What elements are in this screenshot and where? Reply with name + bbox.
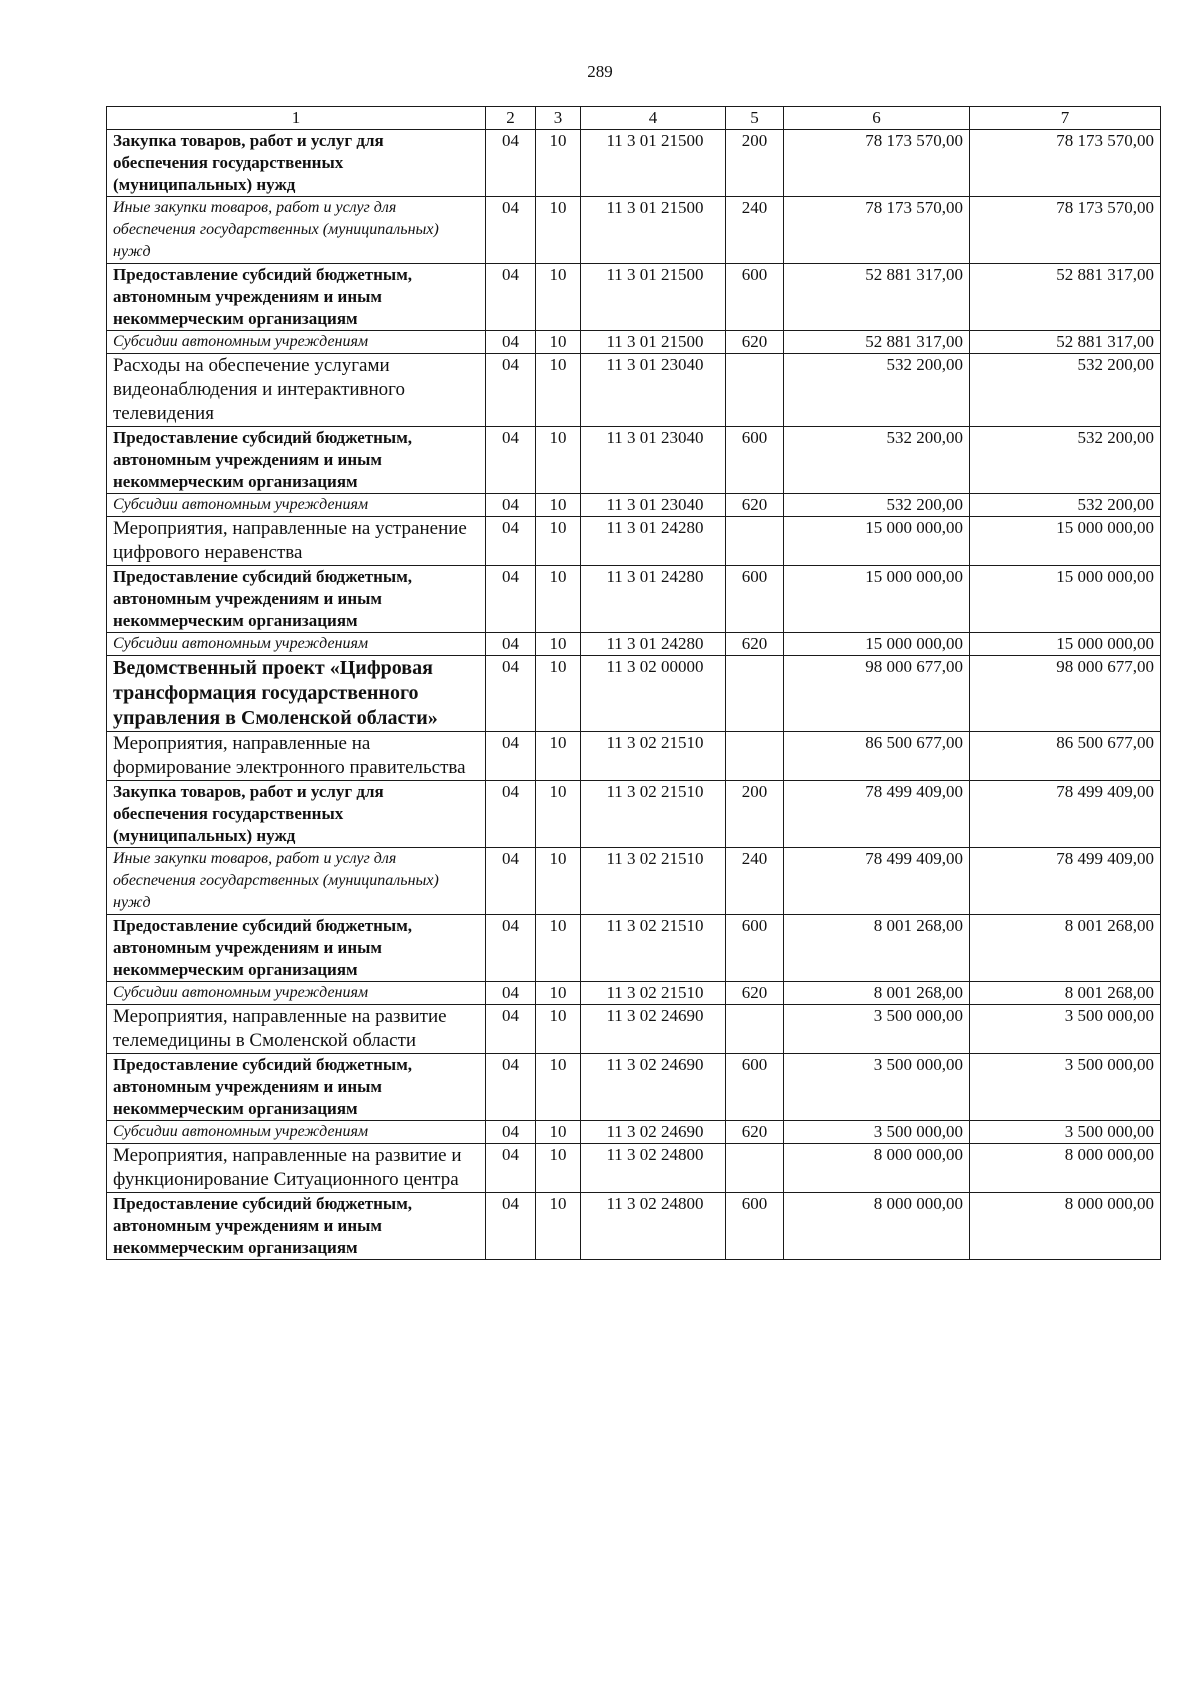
- expense-type-code: 600: [726, 566, 784, 633]
- target-article-code: 11 3 02 24690: [581, 1054, 726, 1121]
- subsection-code: 10: [536, 427, 581, 494]
- amount-col6: 532 200,00: [784, 494, 970, 517]
- table-row: [107, 517, 1161, 566]
- section-code: 04: [486, 264, 536, 331]
- row-label: Предоставление субсидий бюджетным, автономным учреждениям и иным некоммерческим организациям: [107, 566, 486, 633]
- target-article-code: 11 3 02 21510: [581, 848, 726, 915]
- amount-col7: 532 200,00: [970, 427, 1161, 494]
- row-label: Закупка товаров, работ и услуг для обеспечения государственных (муниципальных) нужд: [107, 781, 486, 848]
- target-article-code: 11 3 01 24280: [581, 566, 726, 633]
- subsection-code: 10: [536, 1121, 581, 1144]
- row-label: Закупка товаров, работ и услуг для обеспечения государственных (муниципальных) нужд: [107, 130, 486, 197]
- row-label: Субсидии автономным учреждениям: [107, 331, 486, 354]
- table-row: [107, 494, 1161, 517]
- amount-col6: 8 001 268,00: [784, 982, 970, 1005]
- expense-type-code: 620: [726, 982, 784, 1005]
- column-header: 5: [726, 107, 784, 130]
- amount-col7: 3 500 000,00: [970, 1005, 1161, 1054]
- target-article-code: 11 3 02 21510: [581, 781, 726, 848]
- expense-type-code: [726, 1005, 784, 1054]
- row-label: Предоставление субсидий бюджетным, автономным учреждениям и иным некоммерческим организациям: [107, 264, 486, 331]
- subsection-code: 10: [536, 1005, 581, 1054]
- target-article-code: 11 3 01 21500: [581, 331, 726, 354]
- amount-col6: 15 000 000,00: [784, 633, 970, 656]
- target-article-code: 11 3 02 24800: [581, 1193, 726, 1260]
- amount-col7: 52 881 317,00: [970, 264, 1161, 331]
- amount-col6: 3 500 000,00: [784, 1054, 970, 1121]
- expense-type-code: [726, 1144, 784, 1193]
- row-label: Мероприятия, направленные на развитие телемедицины в Смоленской области: [107, 1005, 486, 1054]
- subsection-code: 10: [536, 656, 581, 732]
- expense-type-code: 600: [726, 915, 784, 982]
- row-label: Расходы на обеспечение услугами видеонаблюдения и интерактивного телевидения: [107, 354, 486, 427]
- section-code: 04: [486, 197, 536, 264]
- section-code: 04: [486, 982, 536, 1005]
- header-row: [107, 107, 1161, 130]
- amount-col6: 78 499 409,00: [784, 848, 970, 915]
- subsection-code: 10: [536, 354, 581, 427]
- table-row: [107, 656, 1161, 732]
- section-code: 04: [486, 130, 536, 197]
- row-label: Субсидии автономным учреждениям: [107, 1121, 486, 1144]
- expense-type-code: 240: [726, 197, 784, 264]
- amount-col7: 8 000 000,00: [970, 1144, 1161, 1193]
- subsection-code: 10: [536, 331, 581, 354]
- amount-col7: 78 173 570,00: [970, 197, 1161, 264]
- row-label: Предоставление субсидий бюджетным, автономным учреждениям и иным некоммерческим организациям: [107, 1054, 486, 1121]
- subsection-code: 10: [536, 1193, 581, 1260]
- amount-col7: 78 499 409,00: [970, 781, 1161, 848]
- amount-col7: 15 000 000,00: [970, 633, 1161, 656]
- amount-col6: 52 881 317,00: [784, 264, 970, 331]
- subsection-code: 10: [536, 982, 581, 1005]
- section-code: 04: [486, 1193, 536, 1260]
- expense-type-code: 600: [726, 427, 784, 494]
- amount-col6: 78 173 570,00: [784, 130, 970, 197]
- section-code: 04: [486, 1121, 536, 1144]
- table-header: [107, 107, 1161, 130]
- amount-col6: 86 500 677,00: [784, 732, 970, 781]
- subsection-code: 10: [536, 633, 581, 656]
- table-row: [107, 264, 1161, 331]
- subsection-code: 10: [536, 517, 581, 566]
- budget-table: [106, 106, 1161, 1260]
- subsection-code: 10: [536, 566, 581, 633]
- expense-type-code: [726, 732, 784, 781]
- subsection-code: 10: [536, 130, 581, 197]
- expense-type-code: [726, 517, 784, 566]
- column-header: 7: [970, 107, 1161, 130]
- expense-type-code: 240: [726, 848, 784, 915]
- table-row: [107, 848, 1161, 915]
- table-row: [107, 427, 1161, 494]
- expense-type-code: 600: [726, 264, 784, 331]
- section-code: 04: [486, 1054, 536, 1121]
- table-row: [107, 633, 1161, 656]
- amount-col7: 8 000 000,00: [970, 1193, 1161, 1260]
- column-header: 1: [107, 107, 486, 130]
- table-row: [107, 1144, 1161, 1193]
- row-label: Иные закупки товаров, работ и услуг для обеспечения государственных (муниципальных) нужд: [107, 197, 486, 264]
- expense-type-code: 620: [726, 633, 784, 656]
- target-article-code: 11 3 01 21500: [581, 264, 726, 331]
- amount-col6: 78 499 409,00: [784, 781, 970, 848]
- amount-col7: 8 001 268,00: [970, 982, 1161, 1005]
- table-row: [107, 354, 1161, 427]
- row-label: Мероприятия, направленные на формирование электронного правительства: [107, 732, 486, 781]
- column-header: 3: [536, 107, 581, 130]
- expense-type-code: 620: [726, 331, 784, 354]
- amount-col6: 8 000 000,00: [784, 1144, 970, 1193]
- table-row: [107, 781, 1161, 848]
- amount-col6: 15 000 000,00: [784, 517, 970, 566]
- section-code: 04: [486, 331, 536, 354]
- expense-type-code: [726, 656, 784, 732]
- table-row: [107, 566, 1161, 633]
- table-row: [107, 1054, 1161, 1121]
- column-header: 2: [486, 107, 536, 130]
- table-row: [107, 197, 1161, 264]
- section-code: 04: [486, 1005, 536, 1054]
- section-code: 04: [486, 915, 536, 982]
- target-article-code: 11 3 02 24690: [581, 1121, 726, 1144]
- amount-col7: 3 500 000,00: [970, 1054, 1161, 1121]
- section-code: 04: [486, 781, 536, 848]
- amount-col6: 8 000 000,00: [784, 1193, 970, 1260]
- amount-col6: 3 500 000,00: [784, 1005, 970, 1054]
- section-code: 04: [486, 427, 536, 494]
- expense-type-code: [726, 354, 784, 427]
- subsection-code: 10: [536, 1144, 581, 1193]
- amount-col6: 98 000 677,00: [784, 656, 970, 732]
- row-label: Субсидии автономным учреждениям: [107, 982, 486, 1005]
- row-label: Мероприятия, направленные на устранение цифрового неравенства: [107, 517, 486, 566]
- subsection-code: 10: [536, 494, 581, 517]
- row-label: Предоставление субсидий бюджетным, автономным учреждениям и иным некоммерческим организациям: [107, 427, 486, 494]
- amount-col6: 532 200,00: [784, 427, 970, 494]
- section-code: 04: [486, 656, 536, 732]
- amount-col7: 8 001 268,00: [970, 915, 1161, 982]
- target-article-code: 11 3 01 21500: [581, 197, 726, 264]
- table-row: [107, 1005, 1161, 1054]
- target-article-code: 11 3 02 24690: [581, 1005, 726, 1054]
- column-header: 6: [784, 107, 970, 130]
- target-article-code: 11 3 01 24280: [581, 633, 726, 656]
- expense-type-code: 600: [726, 1054, 784, 1121]
- expense-type-code: 200: [726, 781, 784, 848]
- amount-col6: 3 500 000,00: [784, 1121, 970, 1144]
- row-label: Иные закупки товаров, работ и услуг для обеспечения государственных (муниципальных) нужд: [107, 848, 486, 915]
- amount-col6: 532 200,00: [784, 354, 970, 427]
- subsection-code: 10: [536, 197, 581, 264]
- amount-col7: 532 200,00: [970, 354, 1161, 427]
- expense-type-code: 620: [726, 494, 784, 517]
- table-row: [107, 732, 1161, 781]
- amount-col7: 78 499 409,00: [970, 848, 1161, 915]
- section-code: 04: [486, 494, 536, 517]
- table-row: [107, 982, 1161, 1005]
- table-row: [107, 1121, 1161, 1144]
- amount-col6: 15 000 000,00: [784, 566, 970, 633]
- table-row: [107, 915, 1161, 982]
- row-label: Ведомственный проект «Цифровая трансформация государственного управления в Смоленской области»: [107, 656, 486, 732]
- target-article-code: 11 3 01 24280: [581, 517, 726, 566]
- amount-col7: 3 500 000,00: [970, 1121, 1161, 1144]
- amount-col7: 532 200,00: [970, 494, 1161, 517]
- table-body: [107, 130, 1161, 1260]
- row-label: Мероприятия, направленные на развитие и функционирование Ситуационного центра: [107, 1144, 486, 1193]
- section-code: 04: [486, 1144, 536, 1193]
- subsection-code: 10: [536, 781, 581, 848]
- target-article-code: 11 3 01 23040: [581, 427, 726, 494]
- row-label: Предоставление субсидий бюджетным, автономным учреждениям и иным некоммерческим организациям: [107, 915, 486, 982]
- expense-type-code: 600: [726, 1193, 784, 1260]
- target-article-code: 11 3 02 24800: [581, 1144, 726, 1193]
- target-article-code: 11 3 01 23040: [581, 354, 726, 427]
- target-article-code: 11 3 02 00000: [581, 656, 726, 732]
- amount-col7: 52 881 317,00: [970, 331, 1161, 354]
- section-code: 04: [486, 566, 536, 633]
- subsection-code: 10: [536, 732, 581, 781]
- amount-col7: 15 000 000,00: [970, 566, 1161, 633]
- subsection-code: 10: [536, 848, 581, 915]
- subsection-code: 10: [536, 1054, 581, 1121]
- row-label: Субсидии автономным учреждениям: [107, 494, 486, 517]
- row-label: Предоставление субсидий бюджетным, автономным учреждениям и иным некоммерческим организациям: [107, 1193, 486, 1260]
- section-code: 04: [486, 633, 536, 656]
- row-label: Субсидии автономным учреждениям: [107, 633, 486, 656]
- subsection-code: 10: [536, 264, 581, 331]
- section-code: 04: [486, 517, 536, 566]
- expense-type-code: 620: [726, 1121, 784, 1144]
- page-number: 289: [587, 62, 613, 81]
- amount-col7: 86 500 677,00: [970, 732, 1161, 781]
- target-article-code: 11 3 02 21510: [581, 915, 726, 982]
- table-row: [107, 1193, 1161, 1260]
- table-row: [107, 130, 1161, 197]
- amount-col6: 52 881 317,00: [784, 331, 970, 354]
- amount-col6: 78 173 570,00: [784, 197, 970, 264]
- amount-col7: 78 173 570,00: [970, 130, 1161, 197]
- amount-col7: 98 000 677,00: [970, 656, 1161, 732]
- amount-col7: 15 000 000,00: [970, 517, 1161, 566]
- table-row: [107, 331, 1161, 354]
- amount-col6: 8 001 268,00: [784, 915, 970, 982]
- column-header: 4: [581, 107, 726, 130]
- section-code: 04: [486, 354, 536, 427]
- section-code: 04: [486, 848, 536, 915]
- target-article-code: 11 3 02 21510: [581, 982, 726, 1005]
- subsection-code: 10: [536, 915, 581, 982]
- expense-type-code: 200: [726, 130, 784, 197]
- section-code: 04: [486, 732, 536, 781]
- target-article-code: 11 3 01 21500: [581, 130, 726, 197]
- target-article-code: 11 3 02 21510: [581, 732, 726, 781]
- target-article-code: 11 3 01 23040: [581, 494, 726, 517]
